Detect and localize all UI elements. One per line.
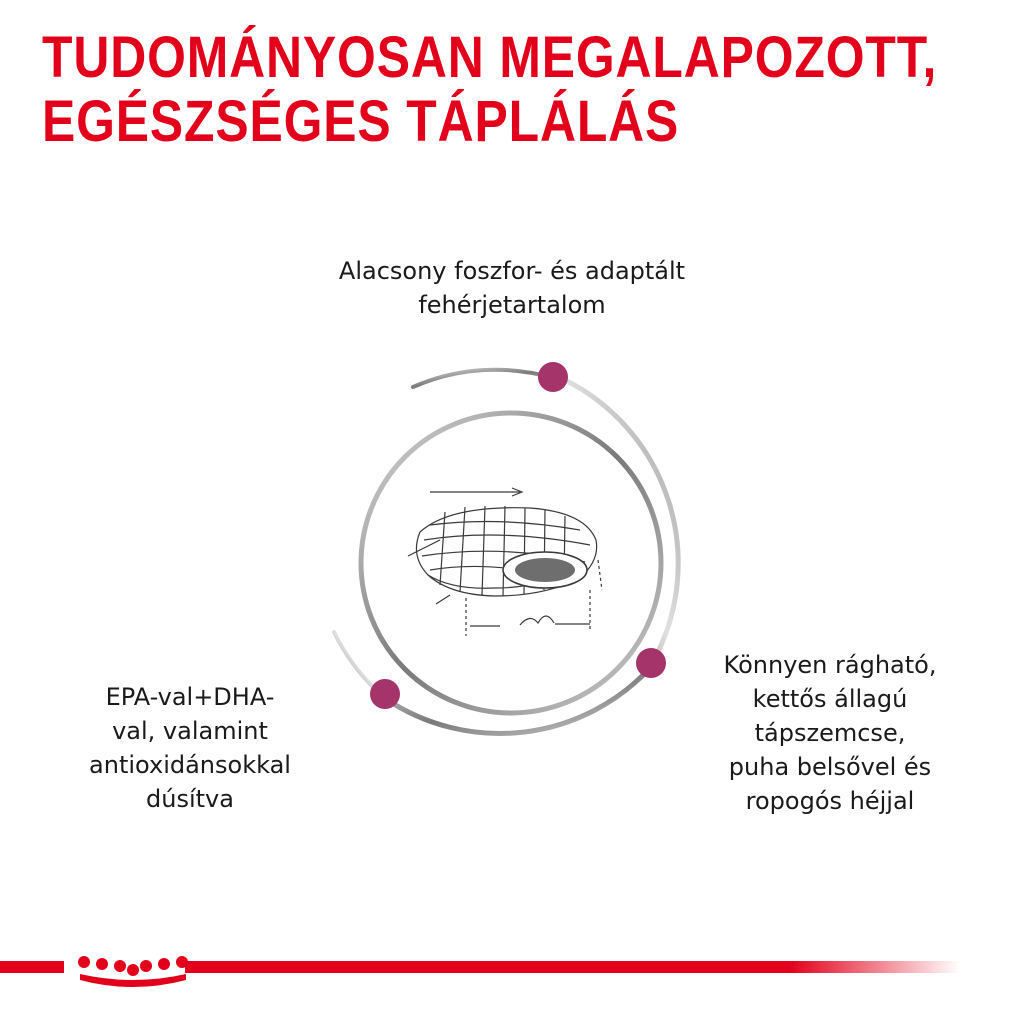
marker-dot-top — [538, 362, 568, 392]
benefit-phosphorus-protein: Alacsony foszfor- és adaptált fehérjetartalom — [338, 257, 686, 319]
crown-logo-icon — [78, 956, 188, 987]
headline-line-2: EGÉSZSÉGES TÁPLÁLÁS — [42, 89, 680, 154]
marker-dot-left — [370, 679, 400, 709]
brand-footer-bar — [0, 956, 1024, 996]
benefit-dual-texture-kibble: Könnyen rágható, kettős állagú tápszemcse, puha belsővel és ropogós héjjal — [723, 651, 937, 815]
marker-dot-right — [636, 648, 666, 678]
headline-line-1: TUDOMÁNYOSAN MEGALAPOZOTT, — [42, 25, 938, 90]
benefit-epa-dha: EPA-val+DHA- val, valamint antioxidánsokkal dúsítva — [89, 683, 291, 813]
